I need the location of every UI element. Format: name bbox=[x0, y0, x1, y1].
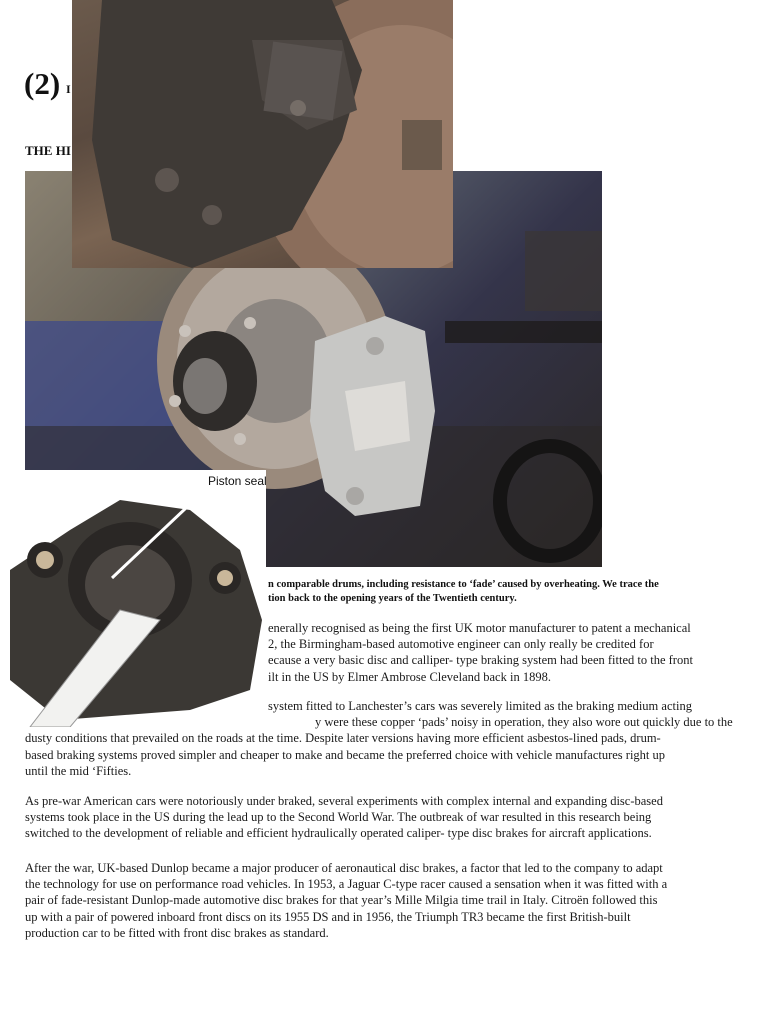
paragraph-line: pair of fade-resistant Dunlop-made automotive disc brakes for that year’s Mille Milgia time trail in Italy. Citroën followed this bbox=[25, 893, 658, 908]
paragraph-line: ecause a very basic disc and calliper- type braking system had been fitted to the front bbox=[268, 653, 693, 668]
paragraph-3 bbox=[25, 793, 740, 842]
paragraph-line: switched to the development of reliable and efficient hydraulically operated caliper- type disc brakes for aircraft applications. bbox=[25, 826, 652, 841]
section-title-fragment: I bbox=[66, 82, 71, 96]
subheading-fragment: THE HI bbox=[25, 143, 71, 158]
rusty-caliper-photo bbox=[72, 0, 453, 268]
section-number: (2) bbox=[24, 66, 61, 101]
paragraph-1 bbox=[268, 620, 738, 685]
intro-line: n comparable drums, including resistance to ‘fade’ caused by overheating. We trace the bbox=[268, 579, 659, 590]
paragraph-line: until the mid ‘Fifties. bbox=[25, 763, 132, 778]
piston-caliper-photo bbox=[0, 470, 266, 727]
paragraph-line: production car to be fitted with front disc brakes as standard. bbox=[25, 925, 329, 940]
article-intro bbox=[268, 578, 733, 606]
paragraph-line: ilt in the US by Elmer Ambrose Cleveland back in 1898. bbox=[268, 669, 551, 684]
paragraph-line: systems took place in the US during the lead up to the Second World War. The outbreak of war resulted in this research being bbox=[25, 810, 652, 825]
piston-seal-label: Piston seal bbox=[208, 474, 267, 488]
paragraph-line: system fitted to Lanchester’s cars was severely limited as the braking medium acting bbox=[268, 699, 692, 713]
paragraph-2 bbox=[25, 698, 740, 779]
paragraph-line: enerally recognised as being the first UK motor manufacturer to patent a mechanical bbox=[268, 621, 691, 635]
paragraph-line: As pre-war American cars were notoriously under braked, several experiments with complex internal and expanding disc-based bbox=[25, 794, 663, 808]
piston-caliper-illustration bbox=[0, 470, 266, 727]
paragraph-4 bbox=[25, 860, 740, 941]
intro-line: tion back to the opening years of the Twentieth century. bbox=[268, 593, 517, 604]
rusty-caliper-illustration bbox=[72, 0, 453, 268]
paragraph-line: 2, the Birmingham-based automotive engineer can only really be credited for bbox=[268, 637, 654, 652]
paragraph-line: y were these copper ‘pads’ noisy in operation, they also wore out quickly due to the bbox=[315, 715, 733, 730]
paragraph-line: dusty conditions that prevailed on the roads at the time. Despite later versions having more efficient asbestos-lined pads, drum- bbox=[25, 731, 661, 746]
paragraph-line: the technology for use on performance road vehicles. In 1953, a Jaguar C-type racer caused a sensation when it was fitted with a bbox=[25, 877, 668, 892]
paragraph-line: based braking systems proved simpler and cheaper to make and became the preferred choice with vehicle manufactures right up bbox=[25, 747, 666, 762]
paragraph-line: After the war, UK-based Dunlop became a major producer of aeronautical disc brakes, a factor that led to the company to adapt bbox=[25, 861, 663, 875]
paragraph-line: up with a pair of powered inboard front discs on its 1955 DS and in 1956, the Triumph TR3 became the first British-built bbox=[25, 909, 631, 924]
